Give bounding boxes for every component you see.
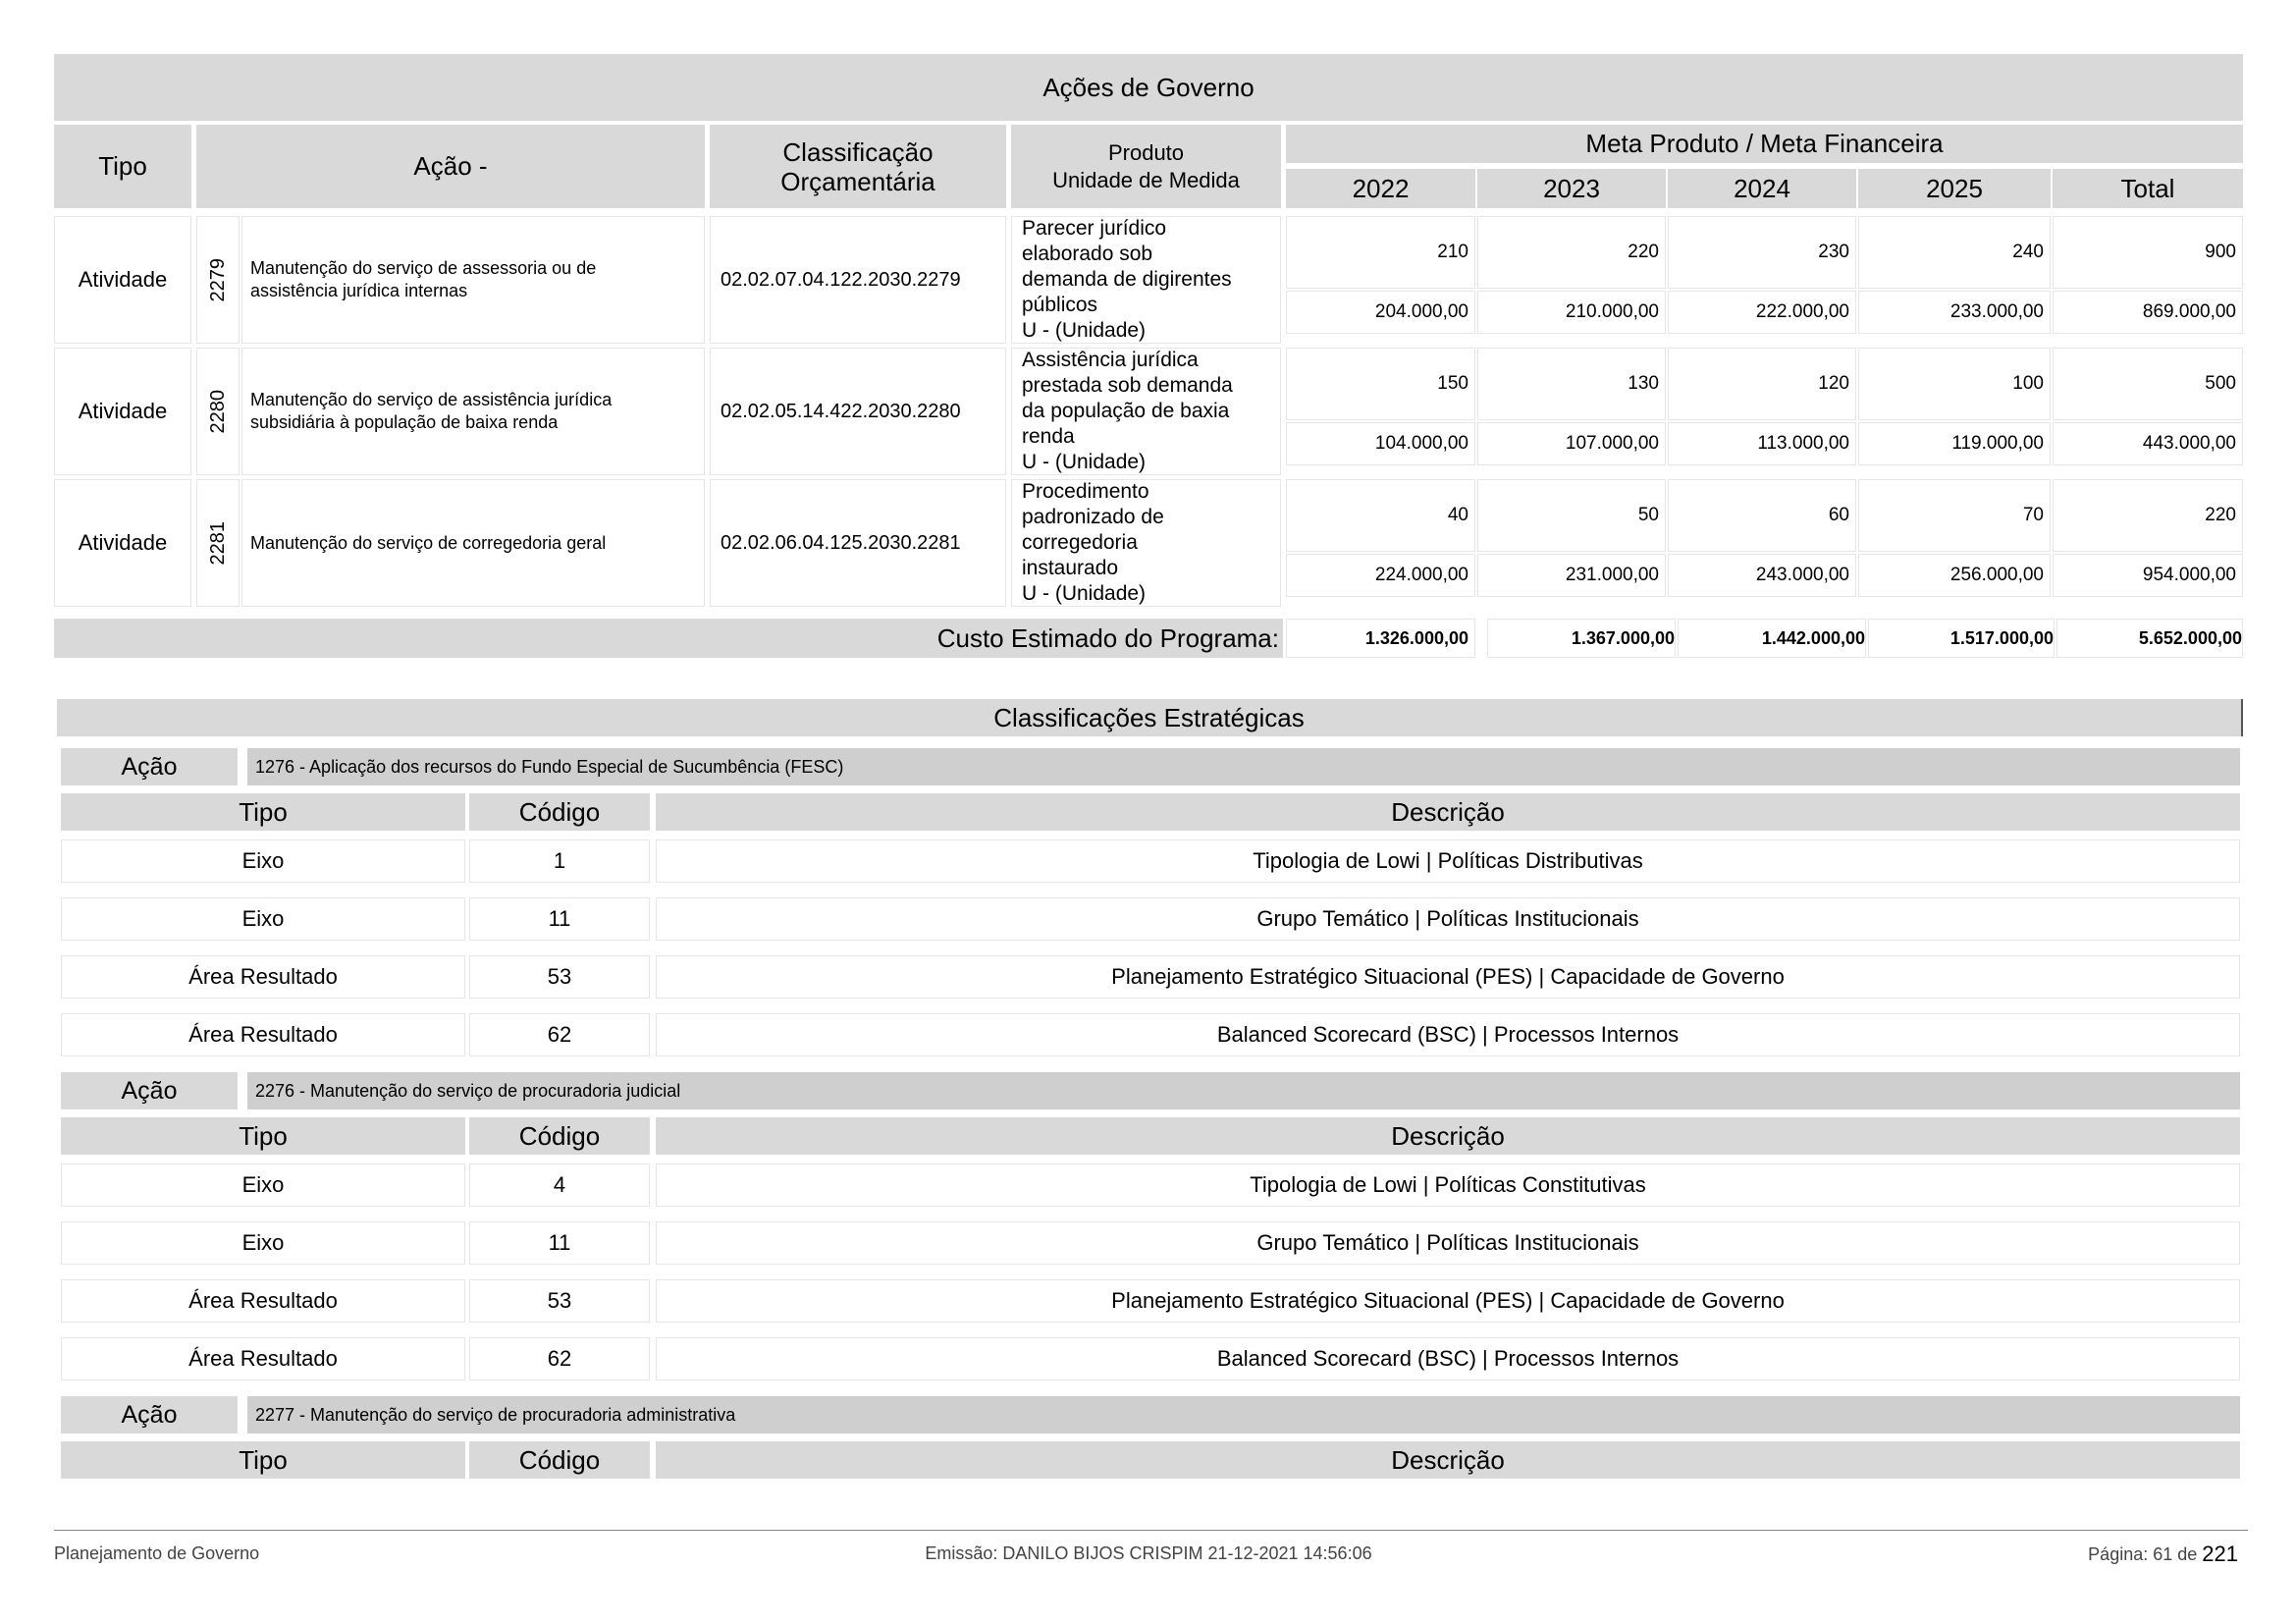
custo-2024 [1678, 619, 1866, 658]
row1-meta-financeira-2022 [1286, 291, 1475, 334]
codigo-text: 1 [553, 848, 566, 873]
action-code: 2279 [206, 257, 229, 302]
acao-label [61, 1396, 238, 1434]
col-descricao [656, 1117, 2240, 1155]
row2-acao [241, 348, 705, 475]
row3-meta-produto-2024 [1668, 479, 1856, 552]
row1-meta-financeira-2023 [1477, 291, 1666, 334]
tipo-text: Área Resultado [188, 1288, 338, 1313]
col-codigo [469, 1117, 650, 1155]
row2-code [196, 348, 240, 475]
row3-tipo [54, 479, 191, 607]
footer-left [54, 1543, 259, 1564]
produto-line: Parecer jurídico [1022, 217, 1167, 240]
value: 231.000,00 [1565, 565, 1659, 585]
value: 1.442.000,00 [1761, 627, 1865, 648]
tipo-text: Eixo [241, 906, 285, 931]
header-year-total [2053, 169, 2243, 208]
acoes-governo-title [54, 54, 2243, 121]
class-row-codigo [469, 1221, 650, 1265]
descricao-text: Balanced Scorecard (BSC) | Processos Internos [1216, 1346, 1680, 1371]
row1-code [196, 216, 240, 344]
row1-meta-produto-2022 [1286, 216, 1475, 289]
row1-meta-produto-2024 [1668, 216, 1856, 289]
acao-text: Manutenção do serviço de assistência jurídica subsidiária à população de baixa renda [250, 390, 613, 432]
tipo-text: Eixo [241, 848, 285, 873]
col-codigo-text: Código [518, 1444, 601, 1475]
tipo-text: Área Resultado [188, 1346, 338, 1371]
row3-meta-financeira-2023 [1477, 554, 1666, 597]
header-year-2024 [1668, 169, 1856, 208]
acao-group-1 [247, 748, 2240, 785]
row3-meta-financeira-2024 [1668, 554, 1856, 597]
value: 40 [1447, 505, 1468, 525]
col-codigo [469, 1441, 650, 1479]
row2-meta-produto-total [2053, 348, 2243, 420]
tipo-text: Área Resultado [188, 964, 338, 989]
row2-meta-produto-2025 [1858, 348, 2051, 420]
header-tipo [54, 125, 191, 208]
col-codigo [469, 793, 650, 831]
class-row-tipo [61, 1337, 465, 1380]
descricao-text: Balanced Scorecard (BSC) | Processos Internos [1216, 1022, 1680, 1047]
value: 954.000,00 [2142, 565, 2236, 585]
header-year-text: 2023 [1543, 173, 1600, 203]
class-row-codigo [469, 1013, 650, 1056]
header-year-text: Total [2120, 173, 2175, 203]
row3-code [196, 479, 240, 607]
value: 150 [1437, 373, 1468, 394]
codigo-text: 11 [548, 906, 571, 931]
header-produto [1011, 125, 1281, 208]
custo-estimado-label [54, 619, 1283, 658]
class-row-descricao [656, 897, 2240, 941]
header-acao [196, 125, 705, 208]
col-tipo [61, 1117, 465, 1155]
header-year-text: 2024 [1734, 173, 1790, 203]
descricao-text: Planejamento Estratégico Situacional (PES) | Capacidade de Governo [1111, 964, 1785, 989]
footer-page [1865, 1542, 2238, 1567]
value: 210 [1437, 242, 1468, 262]
value: 256.000,00 [1949, 565, 2044, 585]
class-row-tipo [61, 1279, 465, 1323]
codigo-text: 4 [553, 1172, 566, 1197]
header-year-2023 [1477, 169, 1666, 208]
value: 100 [2012, 373, 2044, 394]
codigo-text: 11 [548, 1230, 571, 1255]
action-code: 2281 [206, 520, 229, 566]
class-row-codigo [469, 1279, 650, 1323]
descricao-text: Grupo Temático | Políticas Institucionais [1256, 906, 1639, 931]
row1-meta-produto-2025 [1858, 216, 2051, 289]
produto-line: da população de baxia [1022, 400, 1230, 422]
value: 500 [2205, 373, 2236, 394]
row3-meta-financeira-2025 [1858, 554, 2051, 597]
acao-group-text: 1276 - Aplicação dos recursos do Fundo Especial de Sucumbência (FESC) [255, 756, 844, 777]
row2-meta-produto-2022 [1286, 348, 1475, 420]
row1-classificacao [710, 216, 1006, 344]
action-code: 2280 [206, 389, 229, 434]
produto-line: elaborado sob [1022, 243, 1153, 265]
tipo-text: Área Resultado [188, 1022, 338, 1047]
row3-meta-financeira-total [2053, 554, 2243, 597]
row3-meta-produto-total [2053, 479, 2243, 552]
acao-text: Manutenção do serviço de assessoria ou de assistência jurídica internas [250, 258, 597, 300]
header-classificacao-line1: Classificação [782, 136, 934, 167]
value: 1.517.000,00 [1949, 627, 2054, 648]
acao-group-text: 2276 - Manutenção do serviço de procuradoria judicial [255, 1080, 681, 1101]
value: 60 [1828, 505, 1849, 525]
row2-produto [1011, 348, 1281, 475]
header-classificacao-line2: Orçamentária [780, 166, 935, 196]
class-row-descricao [656, 839, 2240, 883]
class-row-codigo [469, 955, 650, 999]
class-row-descricao [656, 1279, 2240, 1323]
class-row-tipo [61, 897, 465, 941]
class-row-descricao [656, 955, 2240, 999]
acao-label-text: Ação [121, 1076, 178, 1105]
col-descricao [656, 793, 2240, 831]
codigo-text: 62 [547, 1022, 572, 1047]
value: 224.000,00 [1374, 565, 1468, 585]
col-codigo-text: Código [518, 796, 601, 827]
row2-meta-financeira-2023 [1477, 422, 1666, 465]
custo-label-text: Custo Estimado do Programa: [936, 622, 1279, 653]
produto-unit: U - (Unidade) [1022, 319, 1147, 342]
classificacoes-title-text: Classificações Estratégicas [993, 702, 1305, 732]
row3-meta-produto-2023 [1477, 479, 1666, 552]
descricao-text: Tipologia de Lowi | Políticas Distributivas [1253, 848, 1643, 873]
col-tipo-text: Tipo [239, 1120, 288, 1151]
tipo-text: Eixo [241, 1230, 285, 1255]
row1-acao [241, 216, 705, 344]
col-descricao [656, 1441, 2240, 1479]
class-row-tipo [61, 839, 465, 883]
footer-page-total: 221 [2202, 1542, 2238, 1566]
acao-group-text: 2277 - Manutenção do serviço de procuradoria administrativa [255, 1404, 736, 1425]
row3-produto [1011, 479, 1281, 607]
value: 120 [1818, 373, 1849, 394]
header-year-text: 2025 [1926, 173, 1983, 203]
row3-classificacao [710, 479, 1006, 607]
value: 230 [1818, 242, 1849, 262]
row2-meta-produto-2023 [1477, 348, 1666, 420]
header-year-text: 2022 [1352, 173, 1410, 203]
acao-label [61, 1072, 238, 1109]
row2-meta-financeira-total [2053, 422, 2243, 465]
value: 130 [1628, 373, 1659, 394]
row2-meta-produto-2024 [1668, 348, 1856, 420]
row2-tipo [54, 348, 191, 475]
value: 204.000,00 [1374, 301, 1468, 322]
col-tipo [61, 793, 465, 831]
header-acao-text: Ação - [413, 151, 488, 181]
acao-label-text: Ação [121, 752, 178, 781]
value: 50 [1637, 505, 1659, 525]
col-tipo-text: Tipo [239, 796, 288, 827]
col-descricao-text: Descrição [1391, 1444, 1505, 1475]
row1-meta-financeira-2024 [1668, 291, 1856, 334]
class-row-tipo [61, 1221, 465, 1265]
value: 1.367.000,00 [1571, 627, 1675, 648]
row2-classificacao [710, 348, 1006, 475]
value: 210.000,00 [1565, 301, 1659, 322]
footer-left-text: Planejamento de Governo [54, 1543, 260, 1563]
custo-2025 [1868, 619, 2055, 658]
header-year-2025 [1858, 169, 2051, 208]
custo-total [2056, 619, 2243, 658]
tipo-text: Atividade [78, 530, 168, 555]
codigo-text: 62 [547, 1346, 572, 1371]
acao-text: Manutenção do serviço de corregedoria geral [250, 532, 607, 553]
class-row-codigo [469, 1337, 650, 1380]
class-row-tipo [61, 955, 465, 999]
row1-meta-financeira-total [2053, 291, 2243, 334]
header-meta [1286, 125, 2243, 163]
custo-2023 [1487, 619, 1676, 658]
class-row-descricao [656, 1221, 2240, 1265]
produto-unit: U - (Unidade) [1022, 451, 1147, 473]
descricao-text: Tipologia de Lowi | Políticas Constitutivas [1250, 1172, 1646, 1197]
header-year-2022 [1286, 169, 1475, 208]
value: 220 [2205, 505, 2236, 525]
value: 1.326.000,00 [1364, 627, 1468, 648]
value: 240 [2012, 242, 2044, 262]
class-row-codigo [469, 897, 650, 941]
row3-meta-produto-2022 [1286, 479, 1475, 552]
value: 869.000,00 [2142, 301, 2236, 322]
row1-meta-financeira-2025 [1858, 291, 2051, 334]
value: 443.000,00 [2142, 433, 2236, 454]
value: 900 [2205, 242, 2236, 262]
row3-acao [241, 479, 705, 607]
class-row-codigo [469, 1163, 650, 1207]
acao-group-3 [247, 1396, 2240, 1434]
header-meta-text: Meta Produto / Meta Financeira [1585, 129, 1944, 158]
col-tipo-text: Tipo [239, 1444, 288, 1475]
value: 220 [1628, 242, 1659, 262]
header-classificacao [710, 125, 1006, 208]
value: 70 [2022, 505, 2044, 525]
classificacao-text: 02.02.05.14.422.2030.2280 [721, 400, 961, 422]
value: 113.000,00 [1757, 433, 1849, 454]
class-row-descricao [656, 1337, 2240, 1380]
class-row-tipo [61, 1163, 465, 1207]
footer-rule [54, 1530, 2248, 1531]
value: 107.000,00 [1565, 433, 1659, 454]
descricao-text: Planejamento Estratégico Situacional (PES) | Capacidade de Governo [1111, 1288, 1785, 1313]
acao-label-text: Ação [121, 1400, 178, 1429]
footer-page-prefix: Página: 61 de [2088, 1543, 2198, 1564]
row1-tipo [54, 216, 191, 344]
row3-meta-financeira-2022 [1286, 554, 1475, 597]
class-row-tipo [61, 1013, 465, 1056]
row1-meta-produto-2023 [1477, 216, 1666, 289]
row3-meta-produto-2025 [1858, 479, 2051, 552]
produto-line: corregedoria [1022, 531, 1138, 554]
footer-center-text: Emissão: DANILO BIJOS CRISPIM 21-12-2021 14:56:06 [925, 1543, 1372, 1563]
codigo-text: 53 [547, 964, 572, 989]
value: 222.000,00 [1755, 301, 1849, 322]
produto-unit: U - (Unidade) [1022, 582, 1147, 605]
acoes-governo-title-text: Ações de Governo [1042, 72, 1255, 102]
col-descricao-text: Descrição [1391, 796, 1505, 827]
tipo-text: Atividade [78, 399, 168, 423]
class-row-codigo [469, 839, 650, 883]
classificacao-text: 02.02.07.04.122.2030.2279 [721, 268, 961, 291]
value: 5.652.000,00 [2138, 627, 2242, 648]
acao-group-2 [247, 1072, 2240, 1109]
footer-center [746, 1543, 1551, 1564]
header-produto-line2: Unidade de Medida [1052, 167, 1240, 192]
row2-meta-financeira-2022 [1286, 422, 1475, 465]
row2-meta-financeira-2025 [1858, 422, 2051, 465]
produto-line: instaurado [1022, 557, 1119, 579]
header-produto-line1: Produto [1107, 139, 1185, 165]
value: 243.000,00 [1755, 565, 1849, 585]
col-tipo [61, 1441, 465, 1479]
value: 119.000,00 [1951, 433, 2044, 454]
acao-label [61, 748, 238, 785]
produto-line: Assistência jurídica [1022, 349, 1199, 371]
produto-line: demanda de digirentes [1022, 268, 1232, 291]
classificacao-text: 02.02.06.04.125.2030.2281 [721, 531, 961, 554]
class-row-descricao [656, 1013, 2240, 1056]
col-descricao-text: Descrição [1391, 1120, 1505, 1151]
col-codigo-text: Código [518, 1120, 601, 1151]
produto-line: renda [1022, 425, 1075, 448]
header-tipo-text: Tipo [98, 151, 147, 181]
row2-meta-financeira-2024 [1668, 422, 1856, 465]
value: 233.000,00 [1949, 301, 2044, 322]
codigo-text: 53 [547, 1288, 572, 1313]
class-row-descricao [656, 1163, 2240, 1207]
produto-line: padronizado de [1022, 506, 1164, 528]
row1-produto [1011, 216, 1281, 344]
descricao-text: Grupo Temático | Políticas Institucionais [1256, 1230, 1639, 1255]
produto-line: Procedimento [1022, 480, 1149, 503]
row1-meta-produto-total [2053, 216, 2243, 289]
custo-2022 [1286, 619, 1475, 658]
produto-line: prestada sob demanda [1022, 374, 1233, 397]
value: 104.000,00 [1374, 433, 1468, 454]
tipo-text: Atividade [78, 267, 168, 292]
produto-line: públicos [1022, 294, 1098, 316]
tipo-text: Eixo [241, 1172, 285, 1197]
classificacoes-title [57, 699, 2243, 736]
